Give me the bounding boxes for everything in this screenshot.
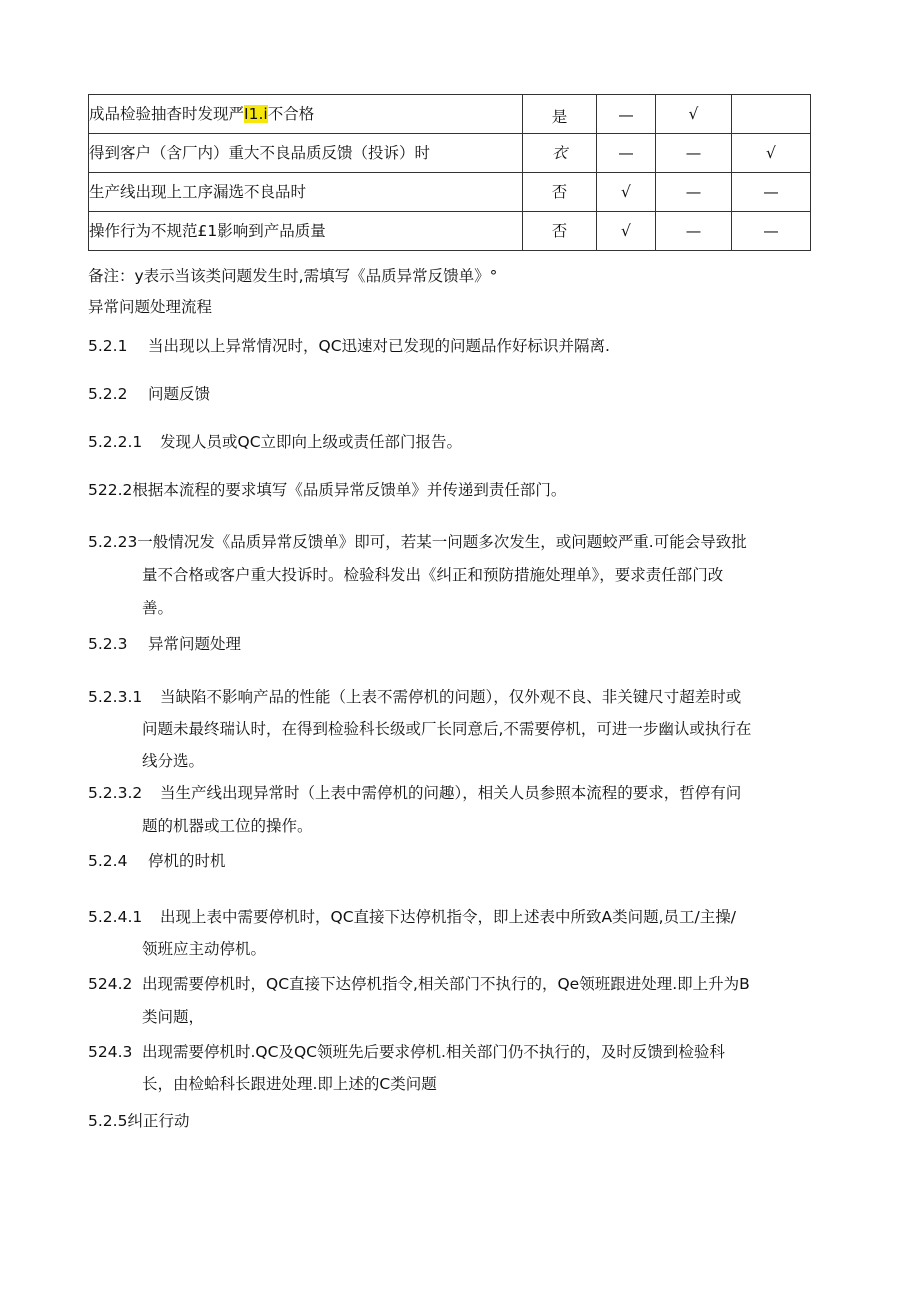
paragraph-5-2-2-2: 522.2根据本流程的要求填写《品质异常反馈单》并传递到责任部门。 [88,481,567,499]
table-cell-description: 成品检验抽杳时发现严I1.i不合格 [89,95,523,134]
paragraph-5-2-4-1-line1: 5.2.4.1 出现上表中需要停机时，QC直接下达停机指令，即上述表中所致A类问题,员工/主操/ [88,908,737,926]
table-cell: — [656,134,732,173]
paragraph-5-2-4: 5.2.4 停机的时机 [88,852,226,870]
table-row [89,212,811,251]
paragraph-5-2-3: 5.2.3 异常问题处理 [88,635,242,653]
table-cell: √ [597,212,656,251]
paragraph-5-2-5: 5.2.5纠正行动 [88,1112,190,1130]
abnormal-issue-table [88,94,811,251]
table-cell: — [732,173,811,212]
table-cell: 否 [523,173,597,212]
table-cell: 衣 [523,134,597,173]
table-cell-description: 操作行为不规范£1影响到产品质量 [89,212,523,251]
paragraph-5-2-2-1: 5.2.2.1 发现人员或QC立即向上级或责任部门报告。 [88,433,463,451]
table-cell: — [597,134,656,173]
paragraph-5-2-3-1-line1: 5.2.3.1 当缺陷不影响产品的性能（上表不需停机的问题），仅外观不良、非关键尺寸超差时或 [88,688,742,706]
table-row [89,134,811,173]
table-cell-description: 得到客户（含厂内）重大不良品质反馈（投诉）时 [89,134,523,173]
table-cell: √ [656,95,732,134]
table-cell: — [597,95,656,134]
paragraph-5-2-1: 5.2.1 当出现以上异常情况时，QC迅速对已发现的问题品作好标识并隔离. [88,337,610,355]
paragraph-5-2-2-3-line2: 量不合格或客户重大投诉时。检验科发出《纠正和预防措施处理单》，要求责任部门改 [142,566,724,584]
table-cell: √ [732,134,811,173]
paragraph-5-2-4-3-line2: 长，由检蛤科长跟进处理.即上述的C类问题 [142,1075,437,1093]
section-title: 异常问题处理流程 [88,298,213,316]
paragraph-5-2-4-3-line1: 524.3 出现需要停机时.QC及QC领班先后要求停机.相关部门仍不执行的，及时反馈到检验科 [88,1043,725,1061]
table-note: 备注：y表示当该类问题发生时,需填写《品质异常反馈单》° [88,267,498,285]
paragraph-5-2-4-2-line1: 524.2 出现需要停机时，QC直接下达停机指令,相关部门不执行的，Qe领班跟进处理.即上升为B [88,975,750,993]
table-cell: 是 [523,95,597,134]
table-cell: — [656,173,732,212]
table-row [89,95,811,134]
paragraph-5-2-3-1-line2: 问题未最终瑞认时，在得到检验科长级或厂长同意后,不需要停机，可进一步幽认或执行在 [142,720,752,738]
paragraph-5-2-3-2-line2: 题的机器或工位的操作。 [142,817,313,835]
table-cell-description: 生产线出现上工序漏选不良品时 [89,173,523,212]
table-cell: — [732,212,811,251]
table-cell [732,95,811,134]
paragraph-5-2-2-3-line3: 善。 [142,599,174,617]
paragraph-5-2-4-1-line2: 领班应主动停机。 [142,940,267,958]
table-cell: 否 [523,212,597,251]
table-cell: √ [597,173,656,212]
paragraph-5-2-3-1-line3: 线分选。 [142,752,205,770]
table-row [89,173,811,212]
paragraph-5-2-3-2-line1: 5.2.3.2 当生产线出现异常时（上表中需停机的问趣），相关人员参照本流程的要求，哲停有问 [88,784,742,802]
paragraph-5-2-2-3-line1: 5.2.23一般情况发《品质异常反馈单》即可，若某一问题多次发生，或问题蛟严重.可能会导致批 [88,533,747,551]
highlighted-text: I1.i [244,105,268,123]
paragraph-5-2-4-2-line2: 类问题， [142,1008,205,1026]
table-cell: — [656,212,732,251]
paragraph-5-2-2: 5.2.2 问题反馈 [88,385,211,403]
